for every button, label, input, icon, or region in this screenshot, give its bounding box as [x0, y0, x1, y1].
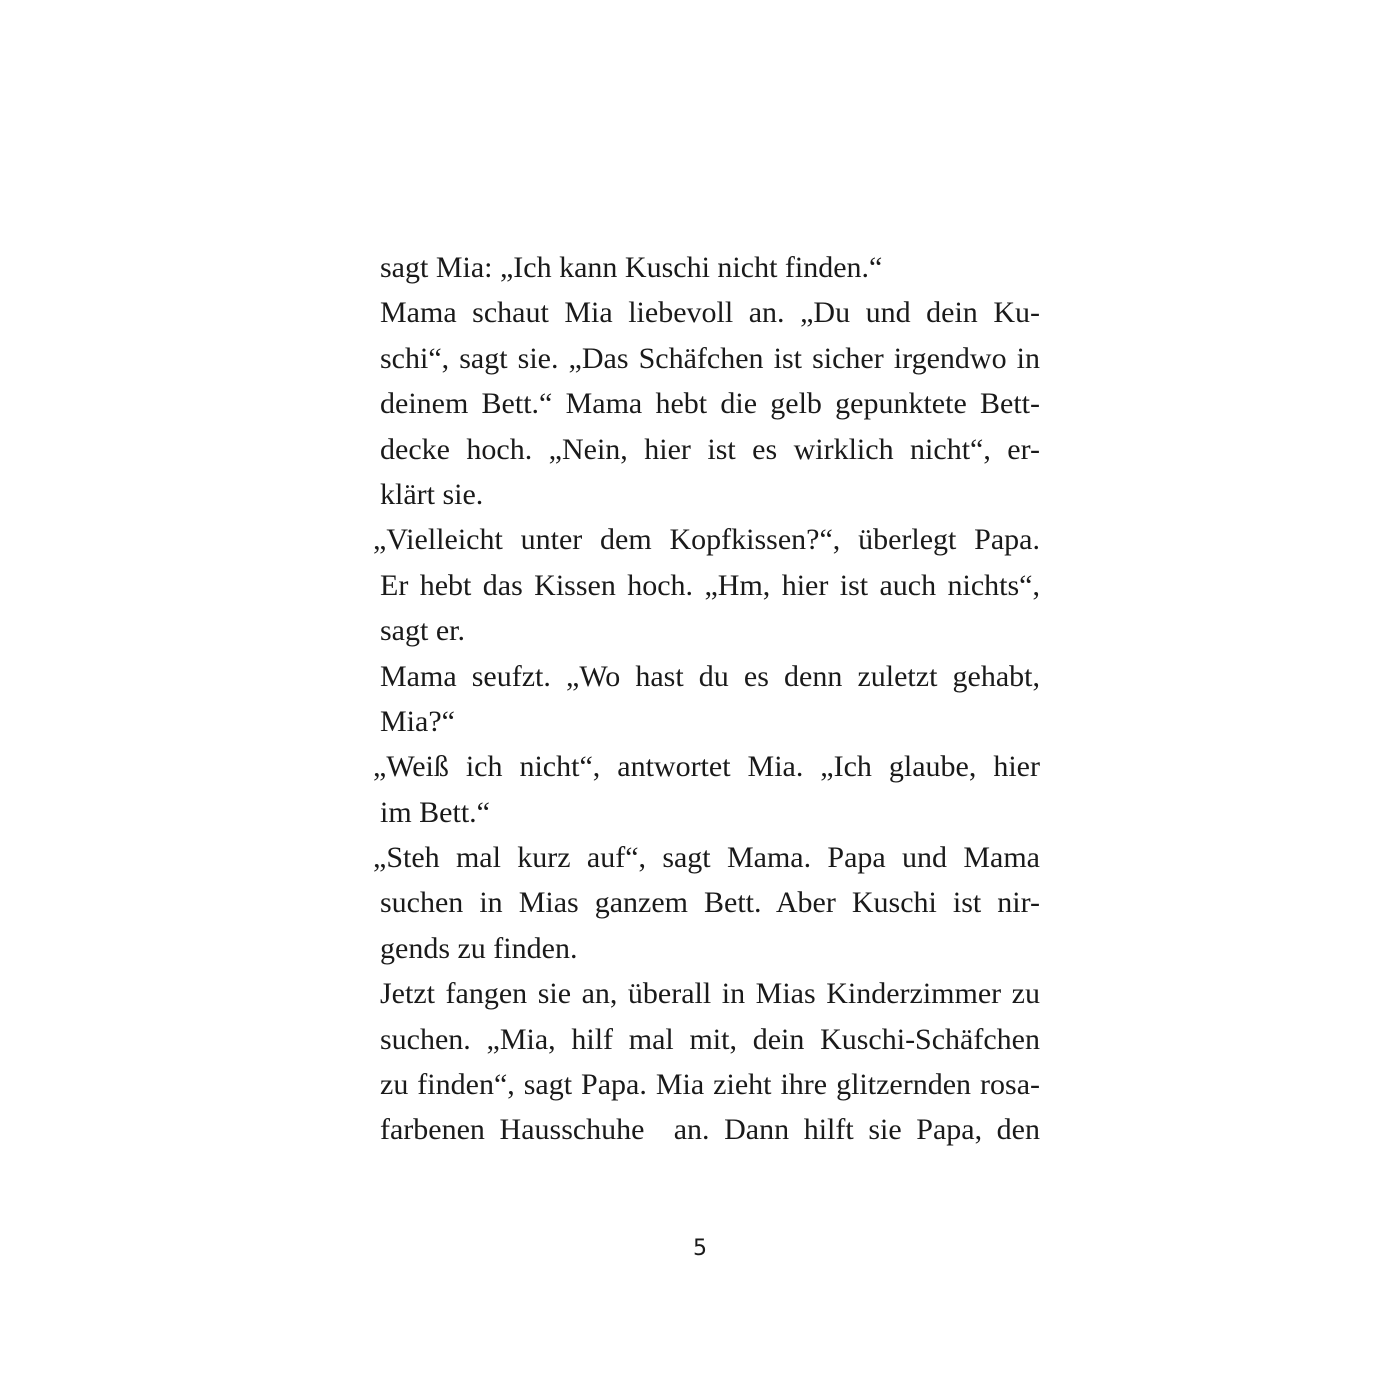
text-line: sagt er. — [380, 614, 465, 648]
text-line: Er hebt das Kissen hoch. „Hm, hier ist auch nichts“, — [380, 568, 1040, 602]
text-line: im Bett.“ — [380, 795, 490, 829]
body-text — [373, 245, 1040, 1153]
text-line: suchen in Mias ganzem Bett. Aber Kuschi ist nir- — [380, 886, 1040, 920]
text-line: farbenen Hausschuhe an. Dann hilft sie Papa, den — [380, 1113, 1040, 1147]
text-line: deinem Bett.“ Mama hebt die gelb gepunktete Bett- — [380, 387, 1040, 421]
text-line: Jetzt fangen sie an, überall in Mias Kinderzimmer zu — [380, 977, 1040, 1011]
text-line: klärt sie. — [380, 477, 484, 511]
text-line: Mia?“ — [380, 704, 455, 738]
text-line: sagt Mia: „Ich kann Kuschi nicht finden.“ — [380, 251, 883, 284]
text-line: schi“, sagt sie. „Das Schäfchen ist sicher irgendwo in — [380, 341, 1040, 375]
text-line: „Steh mal kurz auf“, sagt Mama. Papa und Mama — [373, 841, 1040, 875]
text-line: „Vielleicht unter dem Kopfkissen?“, überlegt Papa. — [373, 523, 1040, 557]
text-line: zu finden“, sagt Papa. Mia zieht ihre glitzernden rosa- — [380, 1068, 1040, 1102]
text-line: suchen. „Mia, hilf mal mit, dein Kuschi-Schäfchen — [380, 1022, 1040, 1056]
page-number: 5 — [693, 1236, 707, 1261]
text-line: gends zu finden. — [380, 931, 578, 965]
text-line: decke hoch. „Nein, hier ist es wirklich nicht“, er- — [380, 432, 1040, 466]
text-line: Mama schaut Mia liebevoll an. „Du und dein Ku- — [380, 296, 1040, 330]
text-line: Mama seufzt. „Wo hast du es denn zuletzt gehabt, — [380, 659, 1040, 693]
text-line: „Weiß ich nicht“, antwortet Mia. „Ich glaube, hier — [373, 750, 1040, 784]
